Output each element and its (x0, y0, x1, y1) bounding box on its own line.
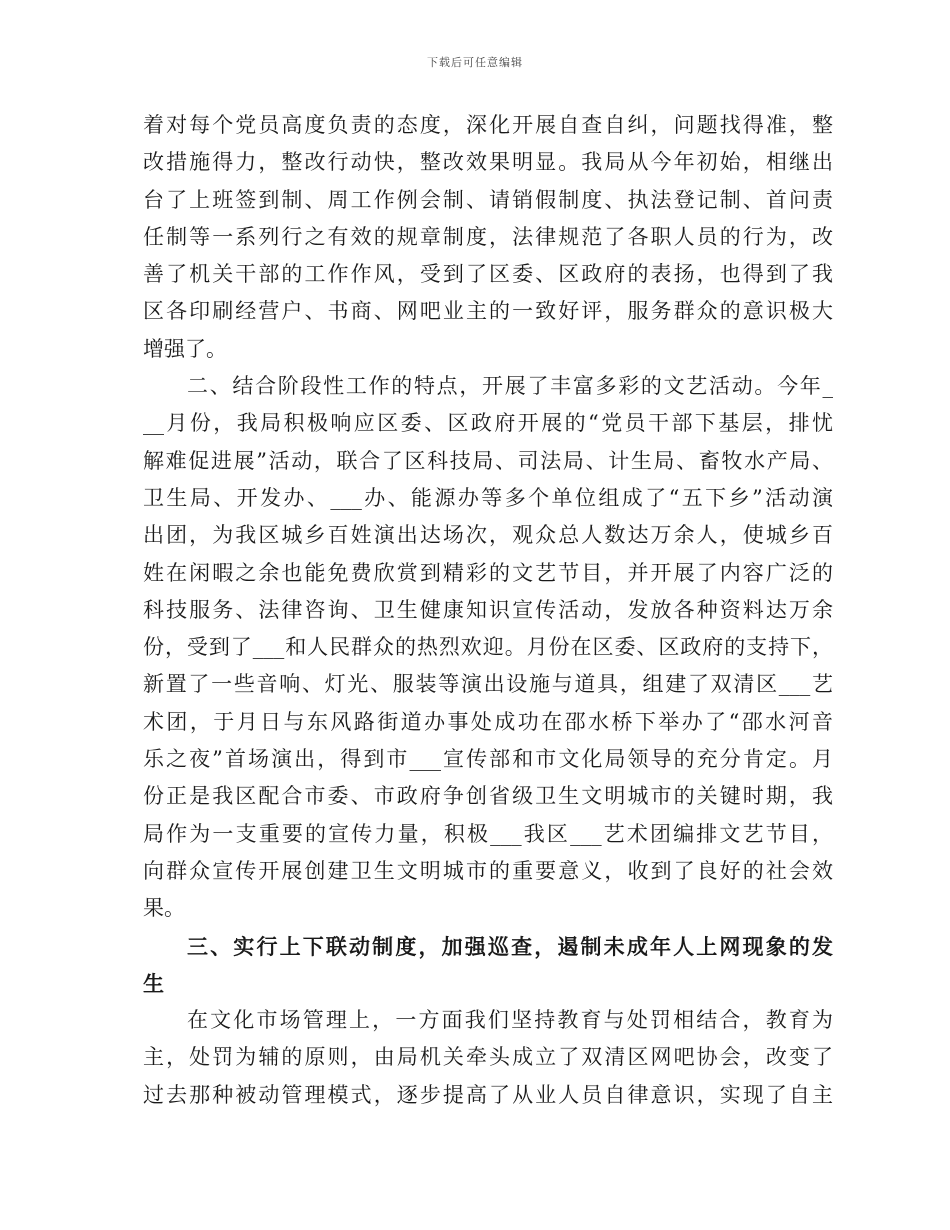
text-line: 过去那种被动管理模式，逐步提高了从业人员自律意识，实现了自主 (143, 1082, 833, 1107)
text-line: 任制等一系列行之有效的规章制度，法律规范了各职人员的行为，改 (143, 224, 833, 249)
text-line: 局作为一支重要的宣传力量，积极___我区___艺术团编排文艺节目， (143, 821, 833, 846)
text-line: 科技服务、法律咨询、卫生健康知识宣传活动，发放各种资料达万余 (143, 597, 833, 622)
text-line: 区各印刷经营户、书商、网吧业主的一致好评，服务群众的意识极大 (143, 299, 833, 324)
text-line: 份，受到了___和人民群众的热烈欢迎。月份在区委、区政府的支持下， (143, 635, 833, 660)
text-line: 乐之夜”首场演出，得到市___宣传部和市文化局领导的充分肯定。月 (143, 747, 833, 772)
text-line: 新置了一些音响、灯光、服装等演出设施与道具，组建了双清区___艺 (143, 672, 833, 697)
text-line: 卫生局、开发办、___办、能源办等多个单位组成了“五下乡”活动演 (143, 485, 833, 510)
document-body (143, 107, 833, 1114)
text-line: 台了上班签到制、周工作例会制、请销假制度、执法登记制、首问责 (143, 187, 833, 212)
text-line: 解难促进展”活动，联合了区科技局、司法局、计生局、畜牧水产局、 (143, 448, 833, 473)
text-line: 果。 (143, 896, 185, 921)
text-line: 在文化市场管理上，一方面我们坚持教育与处罚相结合，教育为 (187, 1008, 833, 1033)
section-heading: 三、实行上下联动制度，加强巡查，遏制未成年人上网现象的发 (187, 933, 833, 959)
page-header: 下载后可任意编辑 (427, 56, 523, 69)
text-line: 主，处罚为辅的原则，由局机关牵头成立了双清区网吧协会，改变了 (143, 1045, 833, 1070)
text-line: 向群众宣传开展创建卫生文明城市的重要意义，收到了良好的社会效 (143, 858, 833, 883)
text-line: 改措施得力，整改行动快，整改效果明显。我局从今年初始，相继出 (143, 150, 833, 175)
text-line: 着对每个党员高度负责的态度，深化开展自查自纠，问题找得准，整 (143, 113, 833, 137)
text-line: 份正是我区配合市委、市政府争创省级卫生文明城市的关键时期，我 (143, 784, 833, 809)
text-line: 姓在闲暇之余也能免费欣赏到精彩的文艺节目，并开展了内容广泛的 (143, 560, 833, 585)
text-line: 出团，为我区城乡百姓演出达场次，观众总人数达万余人，使城乡百 (143, 523, 833, 548)
text-line: 术团，于月日与东风路街道办事处成功在邵水桥下举办了“邵水河音 (143, 709, 833, 734)
text-line: __月份，我局积极响应区委、区政府开展的“党员干部下基层，排忧 (143, 411, 833, 436)
section-heading: 生 (143, 970, 164, 996)
text-line: 增强了。 (143, 336, 227, 361)
text-line: 善了机关干部的工作作风，受到了区委、区政府的表扬，也得到了我 (143, 262, 833, 287)
text-line: 二、结合阶段性工作的特点，开展了丰富多彩的文艺活动。今年_ (187, 374, 833, 399)
